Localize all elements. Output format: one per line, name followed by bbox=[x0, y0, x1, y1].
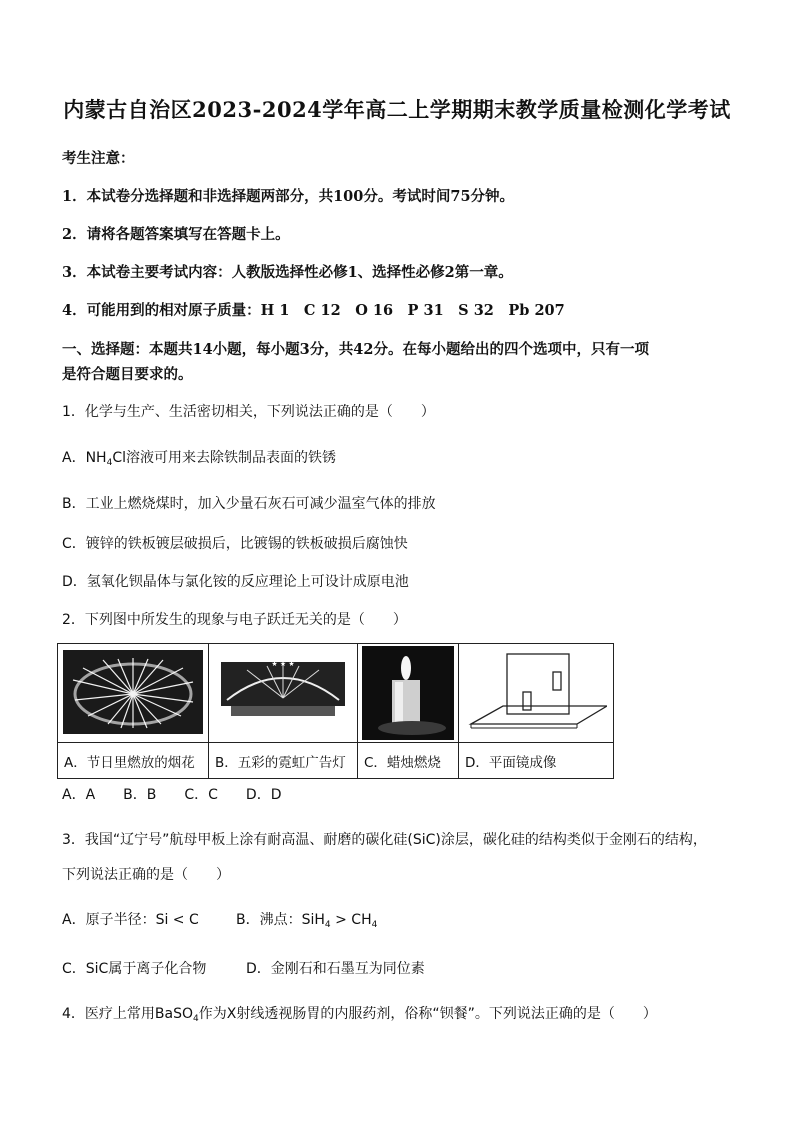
section-heading-line2: 是符合题目要求的。 bbox=[62, 366, 193, 383]
question-2-options: A．A B．B C．C D．D bbox=[62, 787, 282, 803]
question-1-option-d: D．氢氧化钡晶体与氯化铵的反应理论上可设计成原电池 bbox=[62, 574, 409, 590]
question-3-stem-line2: 下列说法正确的是（ ） bbox=[62, 867, 230, 883]
plane-mirror-image bbox=[465, 648, 607, 738]
neon-light-image bbox=[217, 656, 349, 724]
fireworks-image-cell bbox=[58, 644, 209, 743]
plane-mirror-image-cell bbox=[459, 644, 614, 743]
section-heading-line1: 一、选择题：本题共14小题，每小题3分，共42分。在每小题给出的四个选项中，只有一项 bbox=[62, 341, 649, 358]
caption-a: A．节日里燃放的烟花 bbox=[58, 743, 209, 779]
question-2-stem: 2．下列图中所发生的现象与电子跃迁无关的是（ ） bbox=[62, 612, 407, 628]
caption-d: D．平面镜成像 bbox=[459, 743, 614, 779]
svg-text:★ ★ ★: ★ ★ ★ bbox=[271, 660, 295, 668]
candle-image bbox=[362, 646, 454, 740]
question-4-stem: 4．医疗上常用BaSO$_4$作为X射线透视肠胃的内服药剂，俗称“钡餐”。下列说法正确的是（ ） bbox=[62, 1006, 657, 1024]
notice-item-3: 3．本试卷主要考试内容：人教版选择性必修1、选择性必修2第一章。 bbox=[62, 264, 513, 281]
question-1-option-b: B．工业上燃烧煤时，加入少量石灰石可减少温室气体的排放 bbox=[62, 496, 436, 512]
caption-b: B．五彩的霓虹广告灯 bbox=[209, 743, 358, 779]
candle-image-cell bbox=[358, 644, 459, 743]
question-3-option-d: D．金刚石和石墨互为同位素 bbox=[246, 961, 425, 977]
question-1-option-c: C．镀锌的铁板镀层破损后，比镀锡的铁板破损后腐蚀快 bbox=[62, 536, 408, 552]
question-3-stem-line1: 3．我国“辽宁号”航母甲板上涂有耐高温、耐磨的碳化硅(SiC)涂层，碳化硅的结构类似于金刚石的结构， bbox=[62, 832, 707, 848]
question-1-stem: 1．化学与生产、生活密切相关，下列说法正确的是（ ） bbox=[62, 404, 435, 420]
question-3-option-c: C．SiC属于离子化合物 bbox=[62, 961, 207, 977]
notice-item-1: 1．本试卷分选择题和非选择题两部分，共100分。考试时间75分钟。 bbox=[62, 188, 515, 205]
fireworks-image bbox=[63, 650, 203, 734]
notice-item-4: 4．可能用到的相对原子质量：H 1 C 12 O 16 P 31 S 32 Pb 207 bbox=[62, 302, 565, 319]
notice-heading: 考生注意： bbox=[62, 150, 135, 167]
question-1-option-a: A．$NH_4Cl$溶液可用来去除铁制品表面的铁锈 bbox=[62, 450, 336, 468]
notice-item-2: 2．请将各题答案填写在答题卡上。 bbox=[62, 226, 290, 243]
neon-light-image-cell bbox=[209, 644, 358, 743]
question-2-figure-table bbox=[57, 643, 614, 779]
caption-c: C．蜡烛燃烧 bbox=[358, 743, 459, 779]
question-3-option-a: A．原子半径：Si < C bbox=[62, 912, 199, 928]
exam-title: 内蒙古自治区2023-2024学年高二上学期期末教学质量检测化学考试 bbox=[63, 97, 731, 122]
question-3-option-b: B．沸点：$SiH_4 > CH_4$ bbox=[236, 912, 378, 930]
